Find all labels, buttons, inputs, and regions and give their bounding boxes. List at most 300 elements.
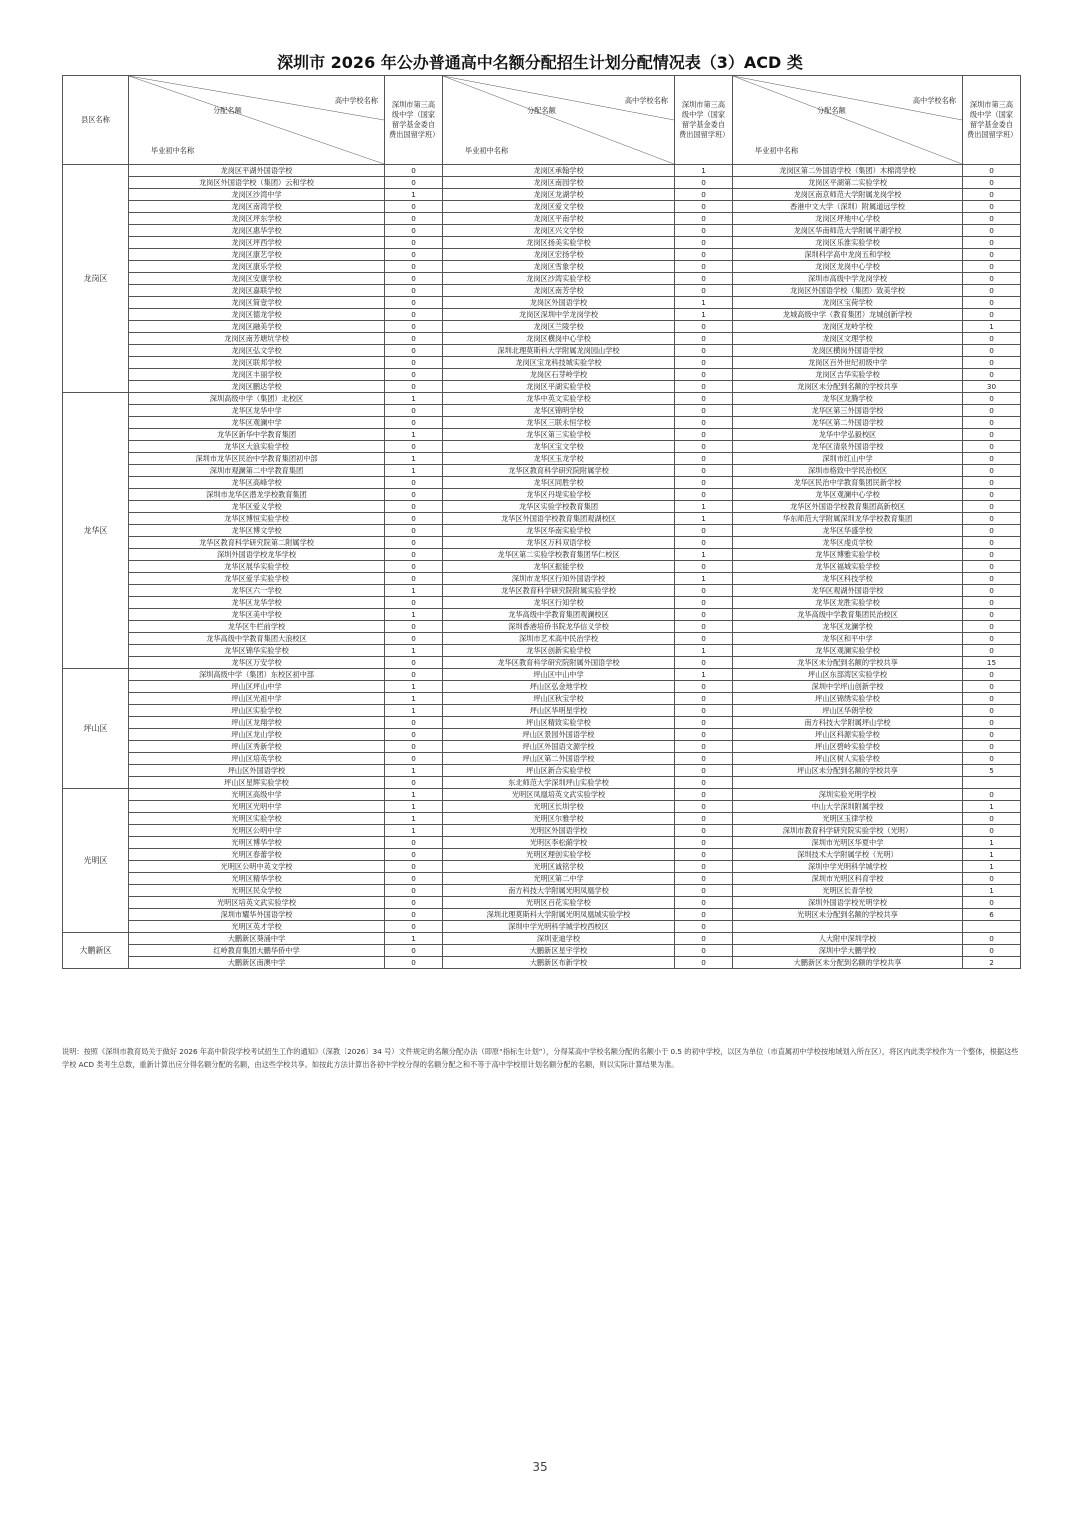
table-header-row — [63, 76, 1021, 165]
table-row — [63, 321, 1021, 333]
quota-b: 1 — [675, 501, 733, 513]
junior-school-b: 龙岗区龙湖学校 — [443, 189, 675, 201]
table-row — [63, 549, 1021, 561]
table-row — [63, 273, 1021, 285]
junior-school-c: 龙岗区平湖第二实验学校 — [733, 177, 963, 189]
junior-school-b: 深圳市艺术高中民治学校 — [443, 633, 675, 645]
quota-a: 0 — [385, 921, 443, 933]
junior-school-c: 光明区未分配到名额的学校共享 — [733, 909, 963, 921]
quota-c: 0 — [963, 597, 1021, 609]
table-row — [63, 501, 1021, 513]
quota-c: 0 — [963, 945, 1021, 957]
junior-school-b: 大鹏新区星宇学校 — [443, 945, 675, 957]
quota-c: 1 — [963, 801, 1021, 813]
quota-c: 0 — [963, 261, 1021, 273]
table-row — [63, 597, 1021, 609]
quota-b: 0 — [675, 201, 733, 213]
junior-school-b: 光明区诚铭学校 — [443, 861, 675, 873]
junior-school-c: 龙岗区百外世纪初级中学 — [733, 357, 963, 369]
quota-a: 0 — [385, 417, 443, 429]
junior-school-c: 龙华区龙腾学校 — [733, 393, 963, 405]
header-high-school-label: 高中学校名称 — [912, 96, 956, 105]
quota-c: 0 — [963, 933, 1021, 945]
quota-c: 1 — [963, 885, 1021, 897]
junior-school-c: 龙岗区横岗外国语学校 — [733, 345, 963, 357]
quota-b: 0 — [675, 693, 733, 705]
quota-c: 0 — [963, 753, 1021, 765]
junior-school-a: 深圳高级中学（集团）北校区 — [129, 393, 385, 405]
quota-a: 1 — [385, 693, 443, 705]
junior-school-b: 坪山区精致实验学校 — [443, 717, 675, 729]
quota-c: 30 — [963, 381, 1021, 393]
quota-c: 0 — [963, 453, 1021, 465]
table-row — [63, 285, 1021, 297]
junior-school-b: 龙岗区宏扬学校 — [443, 249, 675, 261]
table-row — [63, 405, 1021, 417]
quota-a: 1 — [385, 765, 443, 777]
table-row — [63, 789, 1021, 801]
junior-school-b: 大鹏新区布新学校 — [443, 957, 675, 969]
quota-b: 0 — [675, 477, 733, 489]
junior-school-a: 坪山区坪山中学 — [129, 681, 385, 693]
junior-school-b: 深圳中学光明科学城学校西校区 — [443, 921, 675, 933]
quota-a: 0 — [385, 477, 443, 489]
junior-school-a: 龙岗区简壹学校 — [129, 297, 385, 309]
header-high-school-label: 高中学校名称 — [624, 96, 668, 105]
quota-c: 0 — [963, 285, 1021, 297]
quota-c: 0 — [963, 429, 1021, 441]
quota-b: 1 — [675, 573, 733, 585]
junior-school-a: 深圳外国语学校龙华学校 — [129, 549, 385, 561]
quota-b: 0 — [675, 897, 733, 909]
junior-school-c: 龙华区民治中学教育集团民新学校 — [733, 477, 963, 489]
table-row — [63, 729, 1021, 741]
quota-a: 1 — [385, 609, 443, 621]
quota-b: 0 — [675, 813, 733, 825]
junior-school-a: 龙华区高峰学校 — [129, 477, 385, 489]
table-row — [63, 393, 1021, 405]
quota-b: 1 — [675, 513, 733, 525]
header-district: 县区名称 — [63, 76, 129, 165]
quota-b: 0 — [675, 321, 733, 333]
table-row — [63, 177, 1021, 189]
quota-b: 0 — [675, 849, 733, 861]
table-row — [63, 825, 1021, 837]
junior-school-a: 龙岗区鹏达学校 — [129, 381, 385, 393]
quota-c: 0 — [963, 273, 1021, 285]
junior-school-b: 龙岗区兴文学校 — [443, 225, 675, 237]
quota-c: 0 — [963, 213, 1021, 225]
quota-c: 0 — [963, 897, 1021, 909]
junior-school-c: 龙华区博雅实验学校 — [733, 549, 963, 561]
junior-school-b: 龙华区同胜学校 — [443, 477, 675, 489]
junior-school-c: 龙岗区华南师范大学附属平湖学校 — [733, 225, 963, 237]
junior-school-c: 龙岗区乐淮实验学校 — [733, 237, 963, 249]
quota-b: 0 — [675, 537, 733, 549]
quota-b: 1 — [675, 297, 733, 309]
table-row — [63, 309, 1021, 321]
table-row — [63, 333, 1021, 345]
quota-c: 0 — [963, 477, 1021, 489]
junior-school-b: 深圳香港培侨书院龙华信义学校 — [443, 621, 675, 633]
table-row — [63, 249, 1021, 261]
junior-school-a: 光明区高级中学 — [129, 789, 385, 801]
quota-c: 0 — [963, 309, 1021, 321]
quota-c: 0 — [963, 237, 1021, 249]
junior-school-c: 龙华区第三外国语学校 — [733, 405, 963, 417]
junior-school-c: 华东师范大学附属深圳龙华学校教育集团 — [733, 513, 963, 525]
junior-school-a: 龙华区龙华学校 — [129, 597, 385, 609]
header-high-school-label: 高中学校名称 — [334, 96, 378, 105]
junior-school-b: 光明区李松蓢学校 — [443, 837, 675, 849]
quota-a: 0 — [385, 249, 443, 261]
junior-school-a: 龙岗区惠华学校 — [129, 225, 385, 237]
junior-school-a: 龙华区新华中学教育集团 — [129, 429, 385, 441]
quota-b: 0 — [675, 861, 733, 873]
junior-school-b: 龙岗区雪象学校 — [443, 261, 675, 273]
junior-school-a: 光明区公明中学 — [129, 825, 385, 837]
table-row — [63, 513, 1021, 525]
quota-b: 0 — [675, 873, 733, 885]
junior-school-c: 龙岗区南京师范大学附属龙岗学校 — [733, 189, 963, 201]
junior-school-b: 龙华区教育科学研究院附属学校 — [443, 465, 675, 477]
junior-school-a: 龙岗区融美学校 — [129, 321, 385, 333]
junior-school-b: 龙岗区平南学校 — [443, 213, 675, 225]
table-row — [63, 897, 1021, 909]
district-name: 龙岗区 — [63, 165, 129, 393]
table-row — [63, 633, 1021, 645]
junior-school-c: 龙岗区文理学校 — [733, 333, 963, 345]
junior-school-a: 光明区博华学校 — [129, 837, 385, 849]
quota-a: 0 — [385, 297, 443, 309]
junior-school-c: 龙华区观澜实验学校 — [733, 645, 963, 657]
junior-school-b: 龙岗区承翰学校 — [443, 165, 675, 177]
junior-school-c: 坪山区东部湾区实验学校 — [733, 669, 963, 681]
junior-school-a: 深圳市观澜第二中学教育集团 — [129, 465, 385, 477]
quota-b: 0 — [675, 789, 733, 801]
junior-school-a: 坪山区龙翔学校 — [129, 717, 385, 729]
table-row — [63, 645, 1021, 657]
quota-b: 0 — [675, 777, 733, 789]
quota-b: 0 — [675, 261, 733, 273]
quota-a: 1 — [385, 645, 443, 657]
quota-c: 0 — [963, 681, 1021, 693]
quota-b: 0 — [675, 441, 733, 453]
header-school-column-2: 深圳市第三高级中学（国家留学基金委自费出国留学班） — [675, 76, 733, 165]
page-title: 深圳市 2026 年公办普通高中名额分配招生计划分配情况表（3）ACD 类 — [277, 53, 803, 72]
quota-b: 0 — [675, 333, 733, 345]
quota-a: 0 — [385, 525, 443, 537]
table-row — [63, 561, 1021, 573]
table-row — [63, 909, 1021, 921]
junior-school-b: 龙华区宝文学校 — [443, 441, 675, 453]
quota-b: 0 — [675, 885, 733, 897]
district-name: 光明区 — [63, 789, 129, 933]
junior-school-b: 龙华区振能学校 — [443, 561, 675, 573]
junior-school-a: 龙岗区坪东学校 — [129, 213, 385, 225]
junior-school-a: 龙岗区康乐学校 — [129, 261, 385, 273]
table-row — [63, 669, 1021, 681]
table-row — [63, 213, 1021, 225]
junior-school-b: 龙华区创新实验学校 — [443, 645, 675, 657]
quota-c: 0 — [963, 405, 1021, 417]
junior-school-c: 龙岗区吉华实验学校 — [733, 369, 963, 381]
junior-school-c: 深圳技术大学附属学校（光明） — [733, 849, 963, 861]
quota-a: 0 — [385, 549, 443, 561]
quota-c: 0 — [963, 501, 1021, 513]
quota-c: 0 — [963, 249, 1021, 261]
quota-a: 0 — [385, 333, 443, 345]
header-quota-label: 分配名额 — [817, 106, 846, 115]
junior-school-b: 坪山区中山中学 — [443, 669, 675, 681]
quota-c: 0 — [963, 585, 1021, 597]
district-name: 大鹏新区 — [63, 933, 129, 969]
junior-school-c: 龙华中学弘毅校区 — [733, 429, 963, 441]
quota-c: 0 — [963, 441, 1021, 453]
quota-a: 1 — [385, 393, 443, 405]
junior-school-a: 光明区春蕾学校 — [129, 849, 385, 861]
table-row — [63, 201, 1021, 213]
quota-b: 0 — [675, 609, 733, 621]
quota-b: 0 — [675, 405, 733, 417]
junior-school-a: 龙华区大浪实验学校 — [129, 441, 385, 453]
junior-school-c: 龙华区华盛学校 — [733, 525, 963, 537]
table-row — [63, 741, 1021, 753]
quota-c: 1 — [963, 849, 1021, 861]
quota-c: 0 — [963, 573, 1021, 585]
quota-a: 0 — [385, 369, 443, 381]
junior-school-b: 坪山区华明星学校 — [443, 705, 675, 717]
junior-school-b: 龙岗区平湖实验学校 — [443, 381, 675, 393]
junior-school-b: 光明区百花实验学校 — [443, 897, 675, 909]
quota-b: 0 — [675, 465, 733, 477]
quota-a: 1 — [385, 705, 443, 717]
quota-a: 0 — [385, 897, 443, 909]
junior-school-b: 龙岗区石芽岭学校 — [443, 369, 675, 381]
junior-school-c — [733, 777, 963, 789]
header-school-column-3: 深圳市第三高级中学（国家留学基金委自费出国留学班） — [963, 76, 1021, 165]
quota-b: 0 — [675, 393, 733, 405]
table-row — [63, 777, 1021, 789]
junior-school-a: 大鹏新区葵涌中学 — [129, 933, 385, 945]
table-row — [63, 921, 1021, 933]
table-row — [63, 717, 1021, 729]
table-row — [63, 933, 1021, 945]
quota-c: 0 — [963, 369, 1021, 381]
table-row — [63, 369, 1021, 381]
table-row — [63, 429, 1021, 441]
junior-school-b: 光明区第二中学 — [443, 873, 675, 885]
junior-school-c: 深圳中学坪山创新学校 — [733, 681, 963, 693]
junior-school-b: 龙华中英文实验学校 — [443, 393, 675, 405]
junior-school-c: 中山大学深圳附属学校 — [733, 801, 963, 813]
table-row — [63, 189, 1021, 201]
quota-a: 0 — [385, 537, 443, 549]
quota-c: 0 — [963, 417, 1021, 429]
quota-b: 0 — [675, 837, 733, 849]
table-body — [63, 165, 1021, 969]
quota-c: 0 — [963, 525, 1021, 537]
table-row — [63, 813, 1021, 825]
junior-school-c: 龙华区科技学校 — [733, 573, 963, 585]
table-row — [63, 801, 1021, 813]
junior-school-c: 深圳中学大鹏学校 — [733, 945, 963, 957]
quota-b: 0 — [675, 705, 733, 717]
quota-a: 0 — [385, 777, 443, 789]
table-row — [63, 261, 1021, 273]
quota-a: 0 — [385, 177, 443, 189]
junior-school-b: 龙岗区南园学校 — [443, 177, 675, 189]
junior-school-c: 龙岗区龙岭学校 — [733, 321, 963, 333]
table-row — [63, 657, 1021, 669]
quota-a: 0 — [385, 849, 443, 861]
table-row — [63, 381, 1021, 393]
junior-school-b: 光明区长圳学校 — [443, 801, 675, 813]
quota-a: 0 — [385, 597, 443, 609]
header-diagonal-cell-3 — [733, 76, 963, 165]
junior-school-b: 深圳北理莫斯科大学附属龙岗园山学校 — [443, 345, 675, 357]
quota-c: 0 — [963, 813, 1021, 825]
junior-school-c: 龙华高级中学教育集团民治校区 — [733, 609, 963, 621]
quota-b: 0 — [675, 765, 733, 777]
junior-school-c: 香港中文大学（深圳）附属道远学校 — [733, 201, 963, 213]
quota-c: 5 — [963, 765, 1021, 777]
quota-c: 0 — [963, 537, 1021, 549]
junior-school-c: 龙华区福城实验学校 — [733, 561, 963, 573]
quota-a: 1 — [385, 801, 443, 813]
junior-school-a: 光明区英才学校 — [129, 921, 385, 933]
junior-school-b: 龙岗区宝龙科技城实验学校 — [443, 357, 675, 369]
junior-school-c: 龙华区观澜中心学校 — [733, 489, 963, 501]
district-name: 坪山区 — [63, 669, 129, 789]
junior-school-c: 龙岗区第二外国语学校（集团）木棉湾学校 — [733, 165, 963, 177]
table-row — [63, 585, 1021, 597]
quota-a: 1 — [385, 189, 443, 201]
junior-school-a: 大鹏新区南澳中学 — [129, 957, 385, 969]
quota-a: 0 — [385, 561, 443, 573]
quota-c: 0 — [963, 609, 1021, 621]
junior-school-a: 龙华区六一学校 — [129, 585, 385, 597]
quota-a: 0 — [385, 501, 443, 513]
quota-b: 1 — [675, 669, 733, 681]
quota-b: 0 — [675, 429, 733, 441]
quota-a: 1 — [385, 465, 443, 477]
quota-c: 0 — [963, 789, 1021, 801]
quota-b: 0 — [675, 741, 733, 753]
header-quota-label: 分配名额 — [213, 106, 242, 115]
quota-a: 0 — [385, 741, 443, 753]
quota-b: 0 — [675, 285, 733, 297]
quota-c: 0 — [963, 465, 1021, 477]
junior-school-a: 龙华区爱孚实验学校 — [129, 573, 385, 585]
junior-school-a: 坪山区光祖中学 — [129, 693, 385, 705]
junior-school-c: 深圳实验光明学校 — [733, 789, 963, 801]
junior-school-b: 光明区凤凰培英文武实验学校 — [443, 789, 675, 801]
quota-c: 2 — [963, 957, 1021, 969]
quota-b: 0 — [675, 717, 733, 729]
junior-school-a: 龙岗区安康学校 — [129, 273, 385, 285]
quota-b: 0 — [675, 177, 733, 189]
junior-school-a: 龙岗区联邦学校 — [129, 357, 385, 369]
junior-school-b: 龙岗区南芳学校 — [443, 285, 675, 297]
junior-school-b: 龙岗区沙湾实验学校 — [443, 273, 675, 285]
junior-school-a: 龙华区博文学校 — [129, 525, 385, 537]
junior-school-a: 坪山区实验学校 — [129, 705, 385, 717]
junior-school-a: 龙华区教育科学研究院第二附属学校 — [129, 537, 385, 549]
quota-c: 0 — [963, 561, 1021, 573]
quota-b: 0 — [675, 189, 733, 201]
junior-school-c: 深圳市红山中学 — [733, 453, 963, 465]
quota-c: 0 — [963, 633, 1021, 645]
quota-c: 0 — [963, 717, 1021, 729]
quota-c: 0 — [963, 177, 1021, 189]
quota-a: 0 — [385, 381, 443, 393]
quota-c: 0 — [963, 189, 1021, 201]
junior-school-c: 深圳市格致中学民治校区 — [733, 465, 963, 477]
table-row — [63, 765, 1021, 777]
junior-school-c: 深圳市光明区科育学校 — [733, 873, 963, 885]
quota-a: 0 — [385, 357, 443, 369]
junior-school-b: 光明区理创实验学校 — [443, 849, 675, 861]
quota-b: 0 — [675, 561, 733, 573]
quota-a: 1 — [385, 681, 443, 693]
quota-a: 1 — [385, 933, 443, 945]
junior-school-b: 龙岗区扬美实验学校 — [443, 237, 675, 249]
quota-c: 0 — [963, 345, 1021, 357]
quota-c: 0 — [963, 549, 1021, 561]
table-row — [63, 477, 1021, 489]
junior-school-a: 龙岗区嘉联学校 — [129, 285, 385, 297]
table-row — [63, 441, 1021, 453]
junior-school-c: 深圳外国语学校光明学校 — [733, 897, 963, 909]
quota-b: 0 — [675, 273, 733, 285]
header-junior-school-label: 毕业初中名称 — [755, 146, 799, 155]
table-row — [63, 537, 1021, 549]
junior-school-a: 光明区精华学校 — [129, 873, 385, 885]
quota-a: 0 — [385, 957, 443, 969]
quota-a: 0 — [385, 225, 443, 237]
quota-c: 0 — [963, 357, 1021, 369]
quota-a: 0 — [385, 873, 443, 885]
junior-school-c: 龙岗区龙岗中心学校 — [733, 261, 963, 273]
table-row — [63, 681, 1021, 693]
junior-school-b: 龙岗区深圳中学龙岗学校 — [443, 309, 675, 321]
quota-c: 0 — [963, 333, 1021, 345]
junior-school-b: 龙华区行知学校 — [443, 597, 675, 609]
junior-school-b: 龙岗区横岗中心学校 — [443, 333, 675, 345]
table-row — [63, 885, 1021, 897]
quota-a: 0 — [385, 717, 443, 729]
quota-b: 0 — [675, 381, 733, 393]
junior-school-a: 光明区实验学校 — [129, 813, 385, 825]
junior-school-c: 深圳市教育科学研究院实验学校（光明） — [733, 825, 963, 837]
junior-school-b: 龙华区华南实验学校 — [443, 525, 675, 537]
table-row — [63, 945, 1021, 957]
junior-school-b: 坪山区秋宝学校 — [443, 693, 675, 705]
junior-school-a: 龙华区博恒实验学校 — [129, 513, 385, 525]
junior-school-c: 深圳科学高中龙岗五和学校 — [733, 249, 963, 261]
quota-a: 0 — [385, 405, 443, 417]
quota-a: 1 — [385, 429, 443, 441]
quota-c: 0 — [963, 201, 1021, 213]
junior-school-a: 龙华高级中学教育集团大浪校区 — [129, 633, 385, 645]
junior-school-a: 龙岗区坪西学校 — [129, 237, 385, 249]
table-row — [63, 609, 1021, 621]
junior-school-a: 龙华区龙华中学 — [129, 405, 385, 417]
header-junior-school-label: 毕业初中名称 — [151, 146, 195, 155]
junior-school-b: 光明区尔雅学校 — [443, 813, 675, 825]
junior-school-a: 深圳市龙华区民治中学教育集团初中部 — [129, 453, 385, 465]
